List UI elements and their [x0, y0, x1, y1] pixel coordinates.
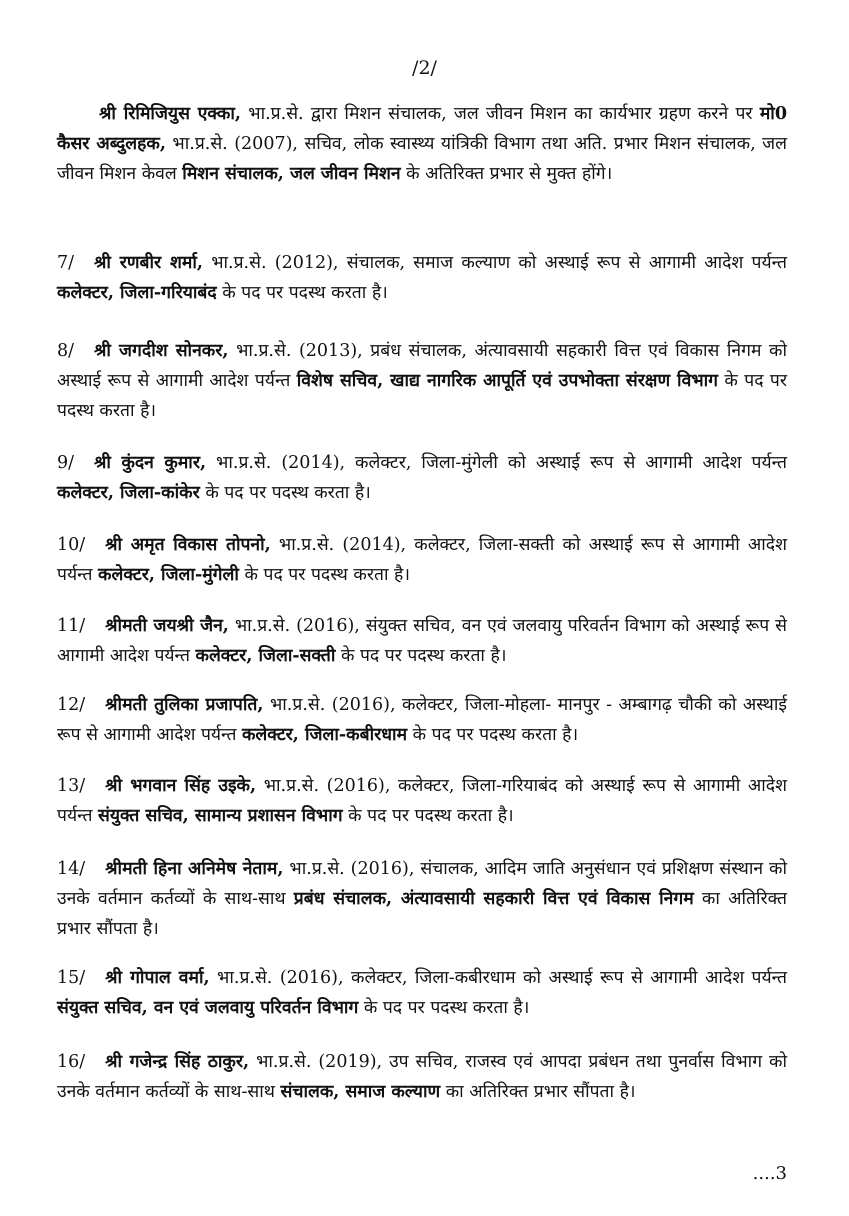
page-number: /2/ — [412, 57, 437, 79]
text-run: भा.प्र.से. (2016), कलेक्टर, जिला-कबीरधाम को अस्थाई रूप से आगामी आदेश पर्यन्त — [209, 968, 788, 988]
bold-text-run: श्री अमृत विकास तोपनो, — [105, 535, 271, 555]
paragraph-number: 8/ — [57, 341, 75, 361]
bold-text-run: कलेक्टर, जिला-गरियाबंद — [57, 283, 217, 303]
bold-text-run: कलेक्टर, जिला-कांकेर — [57, 483, 200, 503]
text-run: भा.प्र.से. (2016), कलेक्टर, जिला-गरियाबंद को अस्थाई रूप से आगामी आदेश पर्यन्त — [57, 776, 787, 826]
text-run: के पद पर पदस्थ करता है। — [407, 725, 579, 745]
bold-text-run: संयुक्त सचिव, वन एवं जलवायु परिवर्तन विभाग — [57, 998, 359, 1018]
text-run: भा.प्र.से. (2016), संयुक्त सचिव, वन एवं जलवायु परिवर्तन विभाग को अस्थाई रूप से आगामी आदेश पर्यन्त — [57, 616, 787, 666]
bold-text-run: श्रीमती तुलिका प्रजापति, — [105, 695, 264, 715]
paragraph-number: 9/ — [57, 453, 75, 473]
order-paragraph — [57, 448, 787, 508]
text-run: भा.प्र.से. (2013), प्रबंध संचालक, अंत्यावसायी सहकारी वित्त एवं विकास निगम को अस्थाई रूप से आगामी आदेश पर्यन्त — [57, 341, 788, 391]
bold-text-run: कलेक्टर, जिला-कबीरधाम — [241, 725, 408, 745]
bold-text-run: प्रबंध संचालक, अंत्यावसायी सहकारी वित्त एवं विकास निगम — [293, 889, 694, 909]
text-run: भा.प्र.से. (2007), सचिव, लोक स्वास्थ्य यांत्रिकी विभाग तथा अति. प्रभार मिशन संचालक, जल जीवन मिशन केवल — [57, 134, 787, 184]
bold-text-run: श्री रिमिजियुस एक्का, — [99, 104, 241, 124]
bold-text-run: संचालक, समाज कल्याण — [280, 1082, 441, 1102]
bold-text-run: श्री जगदीश सोनकर, — [94, 341, 229, 361]
paragraph-number: 12/ — [57, 695, 86, 715]
order-paragraph — [57, 963, 787, 1023]
paragraph-number: 16/ — [57, 1052, 86, 1072]
bold-text-run: कलेक्टर, जिला-मुंगेली — [98, 565, 239, 585]
bold-text-run: श्री गोपाल वर्मा, — [105, 968, 210, 988]
bold-text-run: कलेक्टर, जिला-सक्ती — [195, 646, 336, 666]
order-paragraph — [57, 690, 787, 750]
order-paragraph — [57, 611, 787, 671]
bold-text-run: श्री भगवान सिंह उइके, — [105, 776, 257, 796]
bold-text-run: श्रीमती जयश्री जैन, — [105, 616, 229, 636]
order-paragraph — [57, 854, 787, 944]
bold-text-run: विशेष सचिव, खाद्य नागरिक आपूर्ति एवं उपभोक्ता संरक्षण विभाग — [296, 371, 719, 391]
paragraph-number: 7/ — [57, 253, 75, 273]
paragraph-number: 11/ — [57, 616, 86, 636]
order-paragraph — [57, 99, 787, 189]
text-run: भा.प्र.से. द्वारा मिशन संचालक, जल जीवन मिशन का कार्यभार ग्रहण करने पर — [241, 104, 760, 124]
bold-text-run: श्रीमती हिना अनिमेष नेताम, — [105, 859, 284, 879]
text-run: के अतिरिक्त प्रभार से मुक्त होंगे। — [400, 164, 613, 184]
text-run: का अतिरिक्त प्रभार सौंपता है। — [57, 889, 788, 939]
bold-text-run: मो0 कैसर अब्दुलहक, — [57, 104, 788, 154]
text-run: भा.प्र.से. (2014), कलेक्टर, जिला-मुंगेली को अस्थाई रूप से आगामी आदेश पर्यन्त — [206, 453, 787, 473]
text-run: भा.प्र.से. (2019), उप सचिव, राजस्व एवं आपदा प्रबंधन तथा पुनर्वास विभाग को उनके वर्तमान कर्तव्यों के साथ-साथ — [57, 1052, 787, 1102]
bold-text-run: श्री गजेन्द्र सिंह ठाकुर, — [105, 1052, 250, 1072]
paragraph-number: 13/ — [57, 776, 86, 796]
text-run: के पद पर पदस्थ करता है। — [238, 565, 410, 585]
text-run: भा.प्र.से. (2016), संचालक, आदिम जाति अनुसंधान एवं प्रशिक्षण संस्थान को उनके वर्तमान कर्तव्यों के साथ-साथ — [57, 859, 788, 909]
text-run: के पद पर पदस्थ करता है। — [358, 998, 530, 1018]
bold-text-run: संयुक्त सचिव, सामान्य प्रशासन विभाग — [98, 806, 343, 826]
order-paragraph — [57, 771, 787, 831]
text-run: के पद पर पदस्थ करता है। — [335, 646, 507, 666]
continued-marker: ....3 — [752, 1163, 787, 1184]
text-run: के पद पर पदस्थ करता है। — [199, 483, 371, 503]
text-run: के पद पर पदस्थ करता है। — [342, 806, 514, 826]
order-paragraph — [57, 1047, 787, 1107]
bold-text-run: श्री कुंदन कुमार, — [94, 453, 207, 473]
text-run: का अतिरिक्त प्रभार सौंपता है। — [440, 1082, 636, 1102]
bold-text-run: श्री रणबीर शर्मा, — [94, 253, 203, 273]
bold-text-run: मिशन संचालक, जल जीवन मिशन — [182, 164, 401, 184]
text-run: के पद पर पदस्थ करता है। — [216, 283, 388, 303]
paragraph-number: 15/ — [57, 968, 86, 988]
text-run: भा.प्र.से. (2016), कलेक्टर, जिला-मोहला- मानपुर - अम्बागढ़ चौकी को अस्थाई रूप से आगामी आदेश पर्यन्त — [57, 695, 787, 745]
text-run: के पद पर पदस्थ करता है। — [57, 371, 787, 421]
text-run: भा.प्र.से. (2012), संचालक, समाज कल्याण को अस्थाई रूप से आगामी आदेश पर्यन्त — [202, 253, 787, 273]
paragraph-number: 10/ — [57, 535, 86, 555]
order-paragraph — [57, 336, 787, 426]
order-paragraph — [57, 530, 787, 590]
order-paragraph — [57, 248, 787, 308]
text-run: भा.प्र.से. (2014), कलेक्टर, जिला-सक्ती को अस्थाई रूप से आगामी आदेश पर्यन्त — [57, 535, 787, 585]
paragraph-number: 14/ — [57, 859, 86, 879]
